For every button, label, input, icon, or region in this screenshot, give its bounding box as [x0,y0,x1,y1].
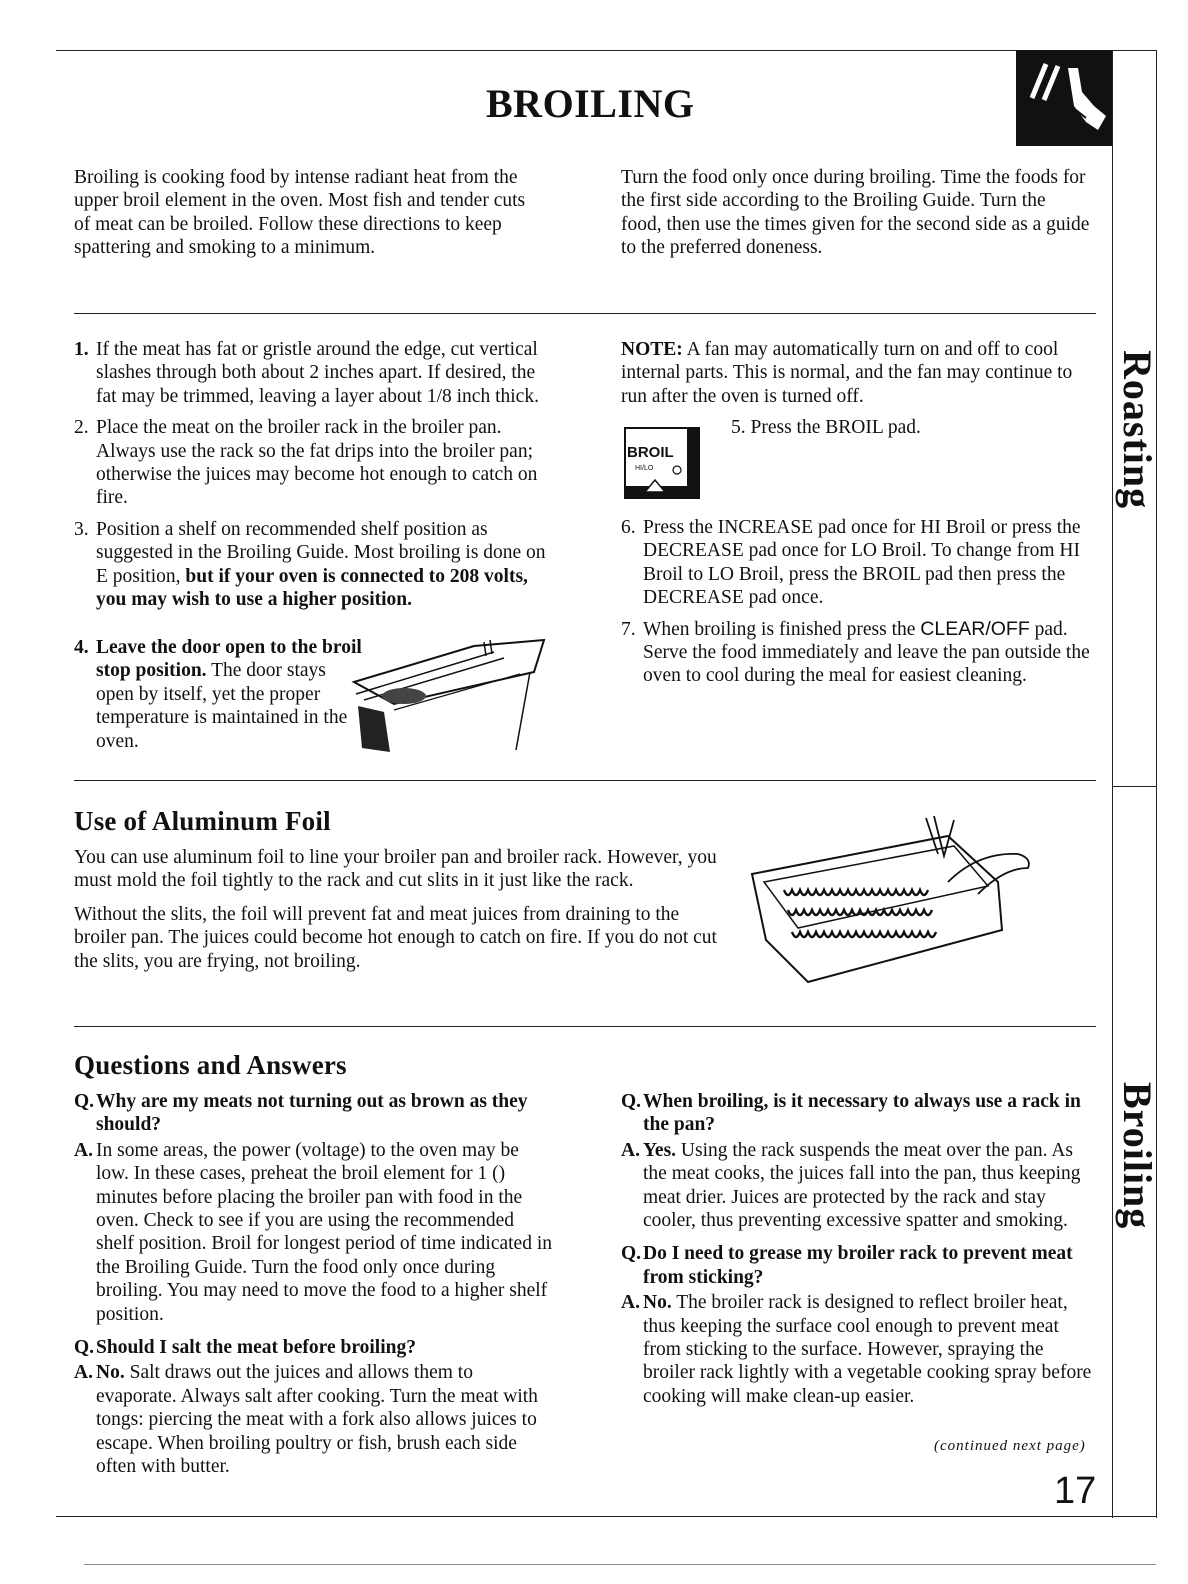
question-4: Q. Do I need to grease my broiler rack to prevent meat from sticking? [621,1243,1073,1288]
note: NOTE: A fan may automatically turn on and off to cool internal parts. This is normal, and the fan may continue to run after the oven is turned off. [621,339,1073,407]
foil-paragraph-1: You can use aluminum foil to line your broiler pan and broiler rack. However, you must mold the foil tightly to the rack and cut slits in it just like the rack. [74,847,717,892]
step-7: 7. When broiling is finished press the CLEAR/OFF pad. Serve the food immediately and leave the pan outside the oven to cool during the meal for easiest cleaning. [621,617,1090,687]
answer-4: A. No. The broiler rack is designed to reflect broiler heat, thus keeping the surface cool enough to prevent meat from sticking to the surface. However, spraying the broiler rack lightly with a vegetable cooking spray before cooking will make clean-up easier. [621,1292,1092,1407]
bottom-rule [56,1516,1156,1517]
side-tab-roasting: Roasting [1115,350,1160,510]
question-2: Q. Should I salt the meat before broiling? [74,1337,416,1359]
foil-paragraph-2: Without the slits, the foil will prevent fat and meat juices from draining to the broiler pan. The juices could become hot enough to catch on fire. If you do not cut the slits, you are frying, not broiling. [74,903,717,972]
question-3: Q. When broiling, is it necessary to always use a rack in the pan? [621,1091,1081,1136]
foil-heading: Use of Aluminum Foil [74,806,331,836]
intro-right: Turn the food only once during broiling. Time the foods for the first side according to the Broiling Guide. Turn the food, then use the times given for the second side as a guide to the preferred doneness. [621,167,1090,259]
page-number: 17 [1054,1470,1097,1512]
top-rule [56,50,1156,51]
question-1: Q. Why are my meats not turning out as brown as they should? [74,1091,528,1136]
step-2: 2. Place the meat on the broiler rack in the broiler pan. Always use the rack so the fat drips into the broiler pan; otherwise the juices may become hot enough to catch on fire. [74,417,538,509]
page-edge-rule [84,1564,1156,1565]
step-5: 5. Press the BROIL pad. [731,417,921,438]
foil-body [74,846,734,983]
step-4: 4. Leave the door open to the broil stop position. The door stays open by itself, yet the proper temperature is maintained in the oven. [74,637,362,752]
oven-door-illustration [344,632,554,756]
broil-pad-label: BROIL [627,444,674,461]
answer-3: A. Yes. Using the rack suspends the meat over the pan. As the meat cooks, the juices fall into the pan, thus keeping meat drier. Juices are protected by the rack and stay cooler, thus preventing excessive spatter and smoking. [621,1139,1081,1232]
continued-note: (continued next page) [934,1438,1086,1454]
intro-left: Broiling is cooking food by intense radiant heat from the upper broil element in the oven. Most fish and tender cuts of meat can be broiled. Follow these directions to keep spattering and smoking to a minimum. [74,167,526,259]
step-6: 6. Press the INCREASE pad once for HI Broil or press the DECREASE pad once for LO Broil. To change from HI Broil to LO Broil, press the BROIL pad then press the DECREASE pad once. [621,517,1081,609]
section-rule-2 [74,780,1096,781]
answer-1: A. In some areas, the power (voltage) to the oven may be low. In these cases, preheat the broil element for 1 () minutes before placing the broiler pan with food in the oven. Check to see if you are using the recommended shelf position. Broil for longest period of time indicated in the Broiling Guide. Turn the food only once during broiling. You may need to move the food to a higher shelf position. [74,1139,553,1325]
page-title: BROILING [486,81,695,126]
qa-right-column [621,1090,1093,1418]
steps-left [74,338,552,619]
broil-pad-icon [623,426,701,500]
broil-pad-sublabel: HI/LO [635,465,654,472]
side-tab-broiling: Broiling [1115,1082,1160,1230]
steps-right [621,516,1091,696]
step-1: 1. If the meat has fat or gristle around the edge, cut vertical slashes through both about 2 inches apart. If desired, the fat may be trimmed, leaving a layer about 1/8 inch thick. [74,339,539,407]
touch-pad-icon [1016,50,1112,146]
broiler-rack-foil-illustration [748,812,1038,988]
right-frame-rule [1112,50,1113,1518]
side-tab-divider [1112,786,1156,787]
section-rule-3 [74,1026,1096,1027]
answer-2: A. No. Salt draws out the juices and allows them to evaporate. Always salt after cooking. Turn the meat with tongs: piercing the meat with a fork also allows juices to escape. When broiling poultry or fish, brush each side often with butter. [74,1362,538,1478]
outer-edge-rule [1156,50,1157,1518]
qa-heading: Questions and Answers [74,1050,347,1080]
section-rule-1 [74,313,1096,314]
qa-left-column [74,1090,552,1489]
step-3: 3. Position a shelf on recommended shelf position as suggested in the Broiling Guide. Most broiling is done on E position, but if your oven is connected to 208 volts, you may wish to use a higher position. [74,518,546,611]
